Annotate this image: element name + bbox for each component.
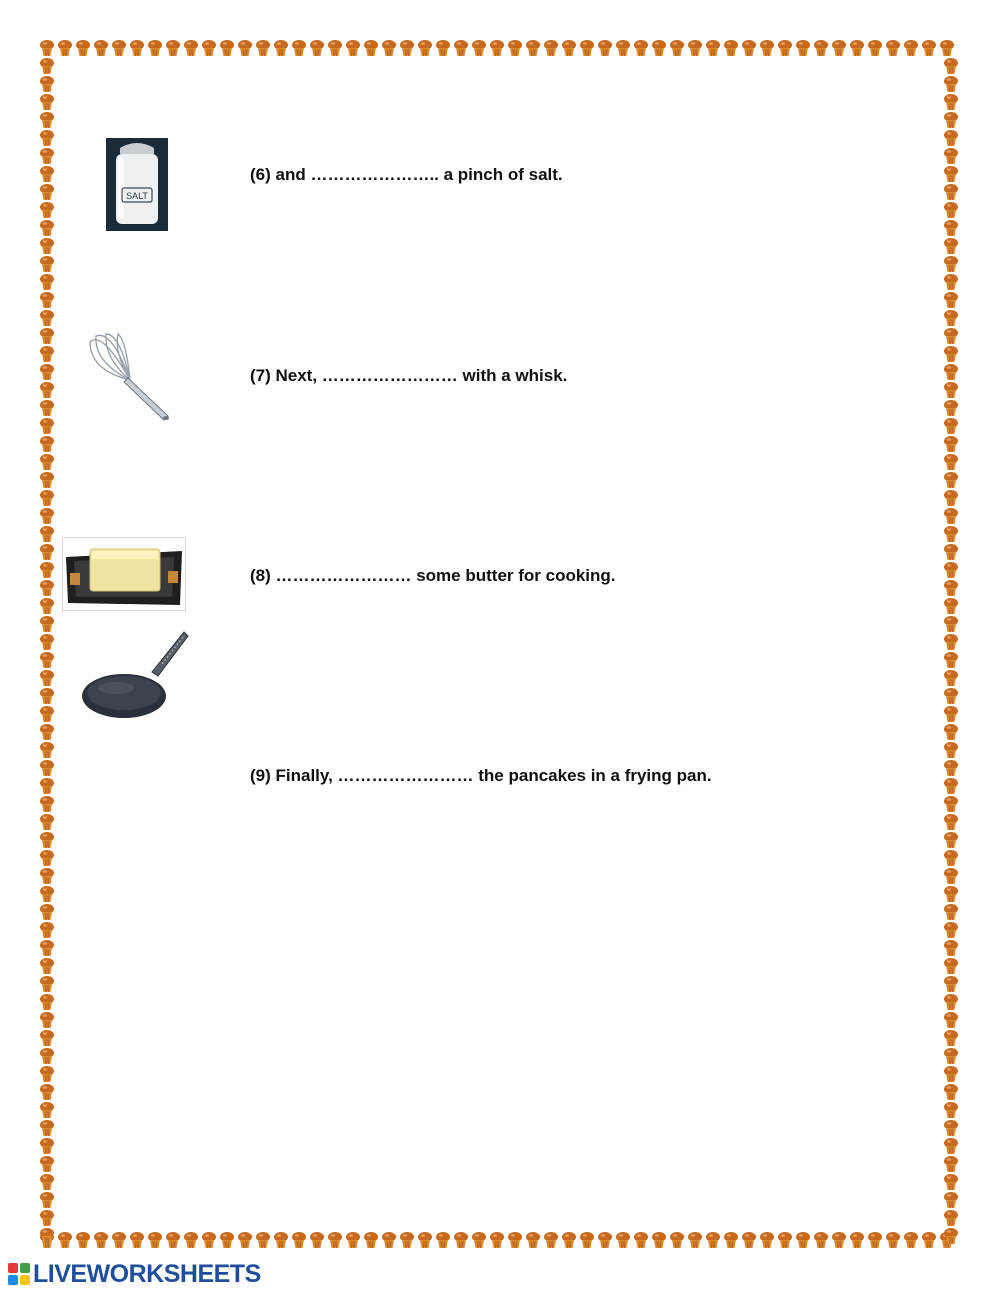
muffin-icon <box>418 1232 432 1248</box>
muffin-icon <box>944 220 958 236</box>
muffin-icon <box>634 40 648 56</box>
muffin-icon <box>40 598 54 614</box>
muffin-icon <box>706 1232 720 1248</box>
muffin-icon <box>944 1174 958 1190</box>
muffin-icon <box>944 274 958 290</box>
muffin-icon <box>562 1232 576 1248</box>
muffin-icon <box>944 904 958 920</box>
muffin-icon <box>310 1232 324 1248</box>
muffin-icon <box>148 40 162 56</box>
muffin-icon <box>40 274 54 290</box>
muffin-icon <box>40 364 54 380</box>
muffin-icon <box>944 598 958 614</box>
muffin-icon <box>944 652 958 668</box>
muffin-icon <box>130 1232 144 1248</box>
muffin-icon <box>886 40 900 56</box>
muffin-icon <box>526 1232 540 1248</box>
muffin-icon <box>944 580 958 596</box>
muffin-icon <box>40 976 54 992</box>
muffin-icon <box>292 40 306 56</box>
muffin-icon <box>40 328 54 344</box>
muffin-icon <box>944 328 958 344</box>
muffin-icon <box>944 1084 958 1100</box>
muffin-icon <box>544 1232 558 1248</box>
muffin-icon <box>814 1232 828 1248</box>
muffin-icon <box>40 292 54 308</box>
muffin-icon <box>40 40 54 56</box>
muffin-icon <box>40 868 54 884</box>
muffin-icon <box>40 1138 54 1154</box>
muffin-icon <box>944 706 958 722</box>
muffin-icon <box>724 1232 738 1248</box>
muffin-icon <box>490 40 504 56</box>
muffin-icon <box>544 40 558 56</box>
muffin-icon <box>904 40 918 56</box>
muffin-icon <box>508 40 522 56</box>
muffin-icon <box>616 1232 630 1248</box>
muffin-icon <box>944 1192 958 1208</box>
muffin-icon <box>944 832 958 848</box>
muffin-icon <box>436 40 450 56</box>
muffin-icon <box>40 958 54 974</box>
muffin-icon <box>944 1066 958 1082</box>
muffin-icon <box>944 310 958 326</box>
muffin-icon <box>40 904 54 920</box>
muffin-icon <box>328 40 342 56</box>
muffin-icon <box>40 1066 54 1082</box>
muffin-icon <box>436 1232 450 1248</box>
muffin-icon <box>40 544 54 560</box>
muffin-icon <box>40 166 54 182</box>
muffin-icon <box>40 1102 54 1118</box>
muffin-icon <box>40 94 54 110</box>
muffin-icon <box>796 1232 810 1248</box>
muffin-icon <box>944 634 958 650</box>
muffin-icon <box>724 40 738 56</box>
muffin-icon <box>40 724 54 740</box>
muffin-icon <box>40 814 54 830</box>
muffin-icon <box>760 1232 774 1248</box>
muffin-icon <box>944 130 958 146</box>
muffin-icon <box>40 436 54 452</box>
muffin-icon <box>292 1232 306 1248</box>
muffin-icon <box>616 40 630 56</box>
muffin-icon <box>944 508 958 524</box>
muffin-icon <box>40 832 54 848</box>
muffin-icon <box>40 148 54 164</box>
muffin-icon <box>40 1048 54 1064</box>
muffin-icon <box>454 40 468 56</box>
muffin-icon <box>944 562 958 578</box>
muffin-icon <box>580 40 594 56</box>
muffin-icon <box>40 220 54 236</box>
muffin-icon <box>400 40 414 56</box>
muffin-icon <box>944 850 958 866</box>
muffin-icon <box>364 40 378 56</box>
sentence-9: (9) Finally, …………………… the pancakes in a frying pan. <box>250 766 712 785</box>
muffin-icon <box>944 1030 958 1046</box>
muffin-icon <box>688 1232 702 1248</box>
liveworksheets-logo <box>8 1260 261 1288</box>
muffin-icon <box>202 40 216 56</box>
muffin-icon <box>944 670 958 686</box>
muffin-icon <box>130 40 144 56</box>
muffin-icon <box>944 1048 958 1064</box>
muffin-icon <box>944 256 958 272</box>
muffin-icon <box>796 40 810 56</box>
muffin-icon <box>220 1232 234 1248</box>
muffin-icon <box>944 994 958 1010</box>
muffin-icon <box>944 688 958 704</box>
muffin-icon <box>382 40 396 56</box>
muffin-icon <box>346 40 360 56</box>
muffin-icon <box>944 760 958 776</box>
muffin-icon <box>274 1232 288 1248</box>
muffin-icon <box>76 40 90 56</box>
muffin-icon <box>328 1232 342 1248</box>
muffin-icon <box>40 490 54 506</box>
muffin-icon <box>472 40 486 56</box>
muffin-icon <box>382 1232 396 1248</box>
muffin-icon <box>40 940 54 956</box>
muffin-icon <box>778 1232 792 1248</box>
muffin-icon <box>40 688 54 704</box>
salt-shaker-image <box>106 138 168 231</box>
muffin-icon <box>944 202 958 218</box>
muffin-icon <box>944 796 958 812</box>
muffin-icon <box>40 850 54 866</box>
muffin-icon <box>706 40 720 56</box>
muffin-icon <box>598 1232 612 1248</box>
muffin-icon <box>944 382 958 398</box>
muffin-icon <box>40 580 54 596</box>
muffin-icon <box>40 238 54 254</box>
muffin-icon <box>944 76 958 92</box>
muffin-icon <box>944 1012 958 1028</box>
muffin-icon <box>40 706 54 722</box>
muffin-icon <box>814 40 828 56</box>
muffin-icon <box>944 184 958 200</box>
muffin-icon <box>944 490 958 506</box>
muffin-icon <box>944 940 958 956</box>
muffin-icon <box>418 40 432 56</box>
muffin-icon <box>778 40 792 56</box>
muffin-icon <box>40 1012 54 1028</box>
muffin-icon <box>868 1232 882 1248</box>
muffin-icon <box>256 40 270 56</box>
muffin-icon <box>944 364 958 380</box>
muffin-icon <box>40 1228 54 1244</box>
muffin-icon <box>112 1232 126 1248</box>
muffin-icon <box>688 40 702 56</box>
muffin-icon <box>40 1174 54 1190</box>
muffin-icon <box>58 1232 72 1248</box>
muffin-icon <box>742 1232 756 1248</box>
muffin-icon <box>40 1120 54 1136</box>
muffin-icon <box>40 742 54 758</box>
muffin-icon <box>944 418 958 434</box>
muffin-icon <box>238 40 252 56</box>
muffin-icon <box>526 40 540 56</box>
muffin-icon <box>944 436 958 452</box>
muffin-icon <box>886 1232 900 1248</box>
muffin-icon <box>454 1232 468 1248</box>
muffin-icon <box>922 1232 936 1248</box>
muffin-icon <box>256 1232 270 1248</box>
muffin-icon <box>944 976 958 992</box>
muffin-icon <box>634 1232 648 1248</box>
muffin-icon <box>944 472 958 488</box>
muffin-icon <box>944 958 958 974</box>
muffin-icon <box>112 40 126 56</box>
muffin-icon <box>944 742 958 758</box>
muffin-icon <box>944 814 958 830</box>
muffin-icon <box>472 1232 486 1248</box>
frying-pan-image <box>80 628 190 724</box>
muffin-icon <box>944 1120 958 1136</box>
logo-tiles-icon <box>8 1263 30 1285</box>
muffin-icon <box>944 526 958 542</box>
muffin-icon <box>40 76 54 92</box>
muffin-icon <box>944 616 958 632</box>
muffin-icon <box>944 1210 958 1226</box>
muffin-icon <box>40 634 54 650</box>
muffin-icon <box>944 544 958 560</box>
muffin-icon <box>944 454 958 470</box>
muffin-icon <box>562 40 576 56</box>
muffin-icon <box>40 256 54 272</box>
muffin-icon <box>944 292 958 308</box>
muffin-icon <box>652 1232 666 1248</box>
muffin-icon <box>40 886 54 902</box>
muffin-icon <box>944 1156 958 1172</box>
butter-image <box>62 537 186 611</box>
muffin-icon <box>40 346 54 362</box>
muffin-icon <box>944 886 958 902</box>
muffin-icon <box>944 238 958 254</box>
muffin-icon <box>40 508 54 524</box>
muffin-icon <box>944 1102 958 1118</box>
muffin-icon <box>508 1232 522 1248</box>
muffin-icon <box>94 1232 108 1248</box>
muffin-icon <box>850 40 864 56</box>
sentence-7: (7) Next, …………………… with a whisk. <box>250 366 568 385</box>
muffin-icon <box>400 1232 414 1248</box>
muffin-icon <box>184 40 198 56</box>
muffin-icon <box>76 1232 90 1248</box>
muffin-icon <box>40 652 54 668</box>
muffin-icon <box>580 1232 594 1248</box>
muffin-icon <box>598 40 612 56</box>
muffin-icon <box>40 382 54 398</box>
muffin-icon <box>670 1232 684 1248</box>
muffin-icon <box>490 1232 504 1248</box>
muffin-icon <box>40 454 54 470</box>
muffin-icon <box>310 40 324 56</box>
muffin-icon <box>944 922 958 938</box>
muffin-icon <box>94 40 108 56</box>
muffin-icon <box>742 40 756 56</box>
muffin-icon <box>148 1232 162 1248</box>
muffin-icon <box>832 1232 846 1248</box>
muffin-icon <box>944 58 958 74</box>
muffin-icon <box>40 1156 54 1172</box>
muffin-icon <box>40 472 54 488</box>
muffin-icon <box>364 1232 378 1248</box>
muffin-icon <box>346 1232 360 1248</box>
muffin-icon <box>40 994 54 1010</box>
muffin-icon <box>40 58 54 74</box>
muffin-icon <box>868 40 882 56</box>
muffin-icon <box>40 760 54 776</box>
muffin-icon <box>40 310 54 326</box>
muffin-icon <box>944 346 958 362</box>
muffin-icon <box>944 112 958 128</box>
muffin-icon <box>944 724 958 740</box>
muffin-icon <box>40 1030 54 1046</box>
muffin-icon <box>40 130 54 146</box>
muffin-icon <box>40 184 54 200</box>
muffin-icon <box>944 166 958 182</box>
muffin-icon <box>220 40 234 56</box>
muffin-icon <box>58 40 72 56</box>
muffin-icon <box>40 778 54 794</box>
muffin-icon <box>40 1210 54 1226</box>
muffin-icon <box>274 40 288 56</box>
muffin-icon <box>850 1232 864 1248</box>
muffin-icon <box>944 94 958 110</box>
muffin-icon <box>940 40 954 56</box>
sentence-6: (6) and ………………….. a pinch of salt. <box>250 165 563 184</box>
whisk-image <box>82 330 174 422</box>
muffin-icon <box>40 526 54 542</box>
muffin-icon <box>40 418 54 434</box>
muffin-icon <box>40 562 54 578</box>
muffin-icon <box>652 40 666 56</box>
muffin-icon <box>40 922 54 938</box>
muffin-icon <box>40 670 54 686</box>
muffin-icon <box>40 400 54 416</box>
muffin-icon <box>238 1232 252 1248</box>
muffin-icon <box>922 40 936 56</box>
muffin-icon <box>40 616 54 632</box>
muffin-icon <box>944 868 958 884</box>
muffin-icon <box>944 400 958 416</box>
muffin-icon <box>202 1232 216 1248</box>
muffin-icon <box>832 40 846 56</box>
muffin-icon <box>944 778 958 794</box>
muffin-icon <box>40 1084 54 1100</box>
muffin-icon <box>40 112 54 128</box>
muffin-icon <box>166 40 180 56</box>
muffin-icon <box>40 796 54 812</box>
brand-name: LIVEWORKSHEETS <box>33 1259 261 1288</box>
salt-label: SALT <box>126 191 148 201</box>
muffin-icon <box>670 40 684 56</box>
muffin-icon <box>40 202 54 218</box>
muffin-icon <box>166 1232 180 1248</box>
muffin-icon <box>944 148 958 164</box>
muffin-icon <box>40 1192 54 1208</box>
muffin-icon <box>944 1138 958 1154</box>
muffin-icon <box>184 1232 198 1248</box>
sentence-8: (8) …………………… some butter for cooking. <box>250 566 616 585</box>
muffin-icon <box>760 40 774 56</box>
muffin-icon <box>904 1232 918 1248</box>
